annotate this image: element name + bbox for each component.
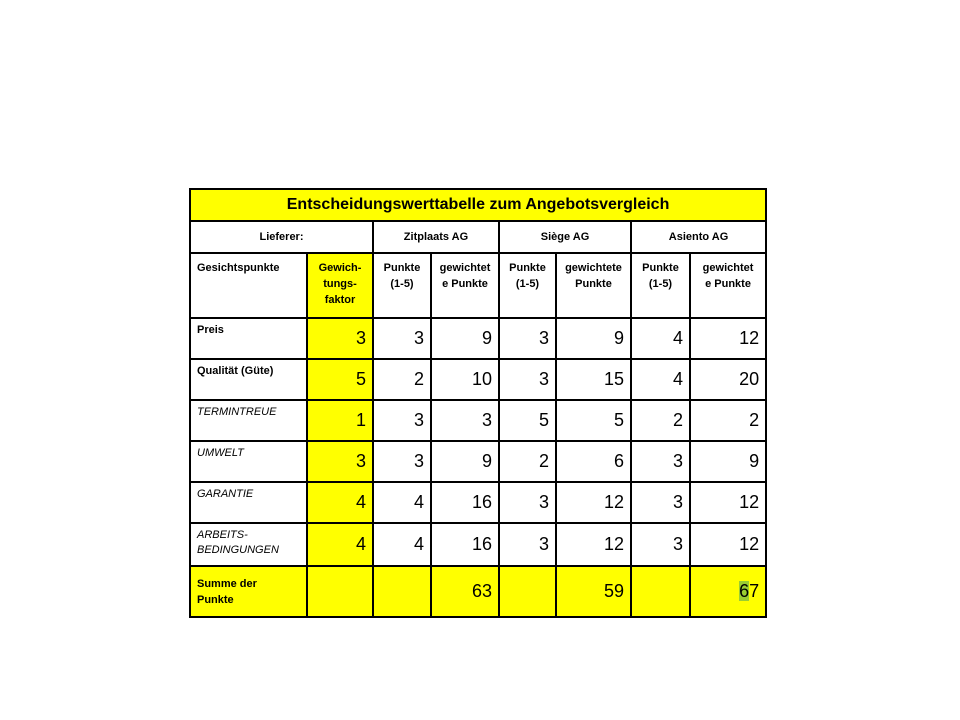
score-cell: 3 [499, 523, 556, 566]
score-cell: 3 [373, 441, 431, 482]
score-cell: 2 [631, 400, 690, 441]
weight-cell: 1 [307, 400, 373, 441]
score-cell: 4 [631, 318, 690, 359]
score-cell: 5 [499, 400, 556, 441]
header-punkte-zitplaats: Punkte (1-5) [373, 253, 431, 318]
weighted-cell: 12 [556, 523, 631, 566]
table-row [190, 359, 766, 400]
criterion-label: ARBEITS- BEDINGUNGEN [190, 523, 307, 566]
score-cell: 3 [499, 318, 556, 359]
sum-zitplaats: 63 [431, 566, 499, 617]
decision-table [189, 188, 767, 618]
sum-label: Summe der Punkte [190, 566, 307, 617]
sum-siege: 59 [556, 566, 631, 617]
sum-asiento: 67 [690, 566, 766, 617]
lieferer-label: Lieferer: [190, 221, 373, 253]
score-cell: 4 [373, 523, 431, 566]
score-cell: 4 [631, 359, 690, 400]
score-cell: 2 [499, 441, 556, 482]
header-gewichtungsfaktor: Gewich- tungs- faktor [307, 253, 373, 318]
weighted-cell: 15 [556, 359, 631, 400]
supplier-siege: Siège AG [499, 221, 631, 253]
weighted-cell: 16 [431, 523, 499, 566]
weight-cell: 3 [307, 441, 373, 482]
score-cell: 3 [631, 441, 690, 482]
table-row [190, 482, 766, 523]
criterion-label: Qualität (Güte) [190, 359, 307, 400]
score-cell: 3 [373, 400, 431, 441]
sum-row [190, 566, 766, 617]
criterion-label: Preis [190, 318, 307, 359]
weighted-cell: 12 [690, 523, 766, 566]
weighted-cell: 16 [431, 482, 499, 523]
weight-cell: 4 [307, 523, 373, 566]
header-gewichtet-asiento: gewichtet e Punkte [690, 253, 766, 318]
sum-empty-cell [373, 566, 431, 617]
criterion-label: UMWELT [190, 441, 307, 482]
weighted-cell: 5 [556, 400, 631, 441]
score-cell: 2 [373, 359, 431, 400]
score-cell: 3 [631, 523, 690, 566]
score-cell: 3 [373, 318, 431, 359]
table-row [190, 400, 766, 441]
sum-empty-cell [307, 566, 373, 617]
weighted-cell: 2 [690, 400, 766, 441]
weighted-cell: 3 [431, 400, 499, 441]
header-gewichtet-siege: gewichtete Punkte [556, 253, 631, 318]
header-gewichtet-zitplaats: gewichtet e Punkte [431, 253, 499, 318]
weighted-cell: 12 [556, 482, 631, 523]
weighted-cell: 12 [690, 318, 766, 359]
score-cell: 3 [631, 482, 690, 523]
weighted-cell: 10 [431, 359, 499, 400]
table-row [190, 441, 766, 482]
weighted-cell: 9 [431, 441, 499, 482]
weighted-cell: 9 [431, 318, 499, 359]
criterion-label: TERMINTREUE [190, 400, 307, 441]
weighted-cell: 12 [690, 482, 766, 523]
sum-empty-cell [499, 566, 556, 617]
score-cell: 4 [373, 482, 431, 523]
score-cell: 3 [499, 359, 556, 400]
sum-empty-cell [631, 566, 690, 617]
table-row [190, 523, 766, 566]
weighted-cell: 20 [690, 359, 766, 400]
table-row [190, 318, 766, 359]
header-gesichtspunkte: Gesichtspunkte [190, 253, 307, 318]
header-punkte-asiento: Punkte (1-5) [631, 253, 690, 318]
weight-cell: 3 [307, 318, 373, 359]
supplier-zitplaats: Zitplaats AG [373, 221, 499, 253]
weight-cell: 5 [307, 359, 373, 400]
header-punkte-siege: Punkte (1-5) [499, 253, 556, 318]
weight-cell: 4 [307, 482, 373, 523]
supplier-asiento: Asiento AG [631, 221, 766, 253]
table-title: Entscheidungswerttabelle zum Angebotsvergleich [190, 189, 766, 221]
weighted-cell: 9 [690, 441, 766, 482]
text-cursor-highlight: 6 [739, 581, 750, 601]
weighted-cell: 6 [556, 441, 631, 482]
criterion-label: GARANTIE [190, 482, 307, 523]
score-cell: 3 [499, 482, 556, 523]
weighted-cell: 9 [556, 318, 631, 359]
